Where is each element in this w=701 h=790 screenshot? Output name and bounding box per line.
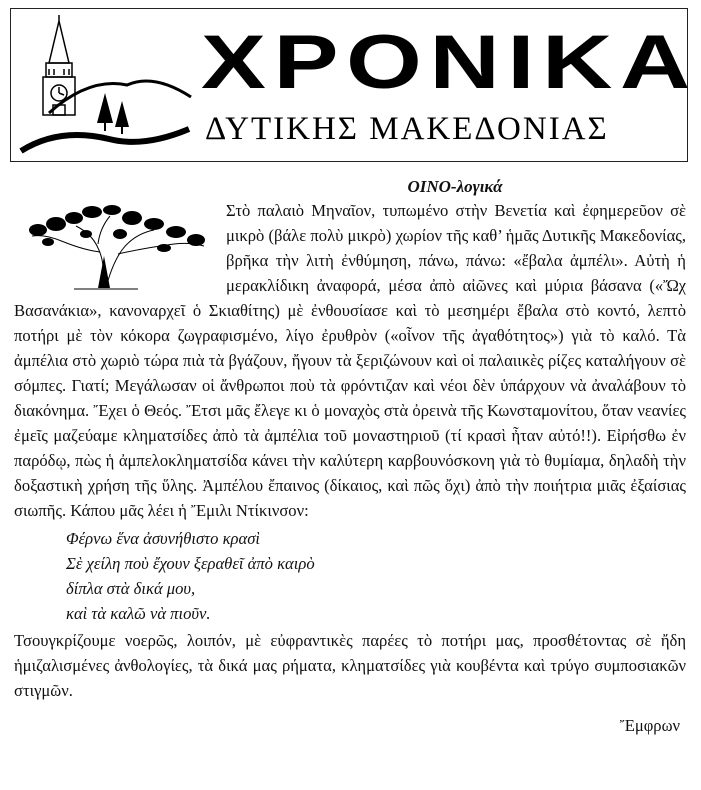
author-signature: Ἔμφρων (619, 716, 680, 735)
masthead (10, 8, 698, 162)
article-closing: Τσουγκρίζουμε νοερῶς, λοιπόν, μὲ εὐφραντικὲς παρέες τὸ ποτήρι μας, προσθέτοντας σὲ ἤδη ἡμιζαλισμένες ἀνθολογίες, τὰ δικά μας ρήματα, κληματσίδες γιὰ κουβέντα καὶ τρύγο συμποσιακῶν στιγμῶν. (14, 631, 686, 700)
poem-line: Σὲ χείλη ποὺ ἔχουν ξεραθεῖ ἀπὸ καιρὸ (66, 554, 315, 573)
poem-line: Φέρνω ἕνα ἀσυνήθιστο κρασὶ (66, 529, 260, 548)
poem-quote (66, 526, 686, 626)
article (14, 176, 686, 738)
poem-line: καὶ τὰ καλῶ νὰ πιοῦν. (66, 604, 211, 623)
grapevine-illustration (14, 204, 210, 290)
newspaper-subtitle: ΔΥΤΙΚΗΣ ΜΑΚΕΔΟΝΙΑΣ (205, 111, 609, 147)
newspaper-title: ΧΡΟΝΙΚΑ (201, 20, 698, 105)
article-heading: ΟΙΝΟ-λογικά (407, 177, 503, 196)
article-body: Στὸ παλαιὸ Μηναῖον, τυπωμένο στὴν Βενετία καὶ ἐφημερεῦον σὲ μικρὸ (βάλε πολὺ μικρὸ) χωρίον τῆς καθ’ ἡμᾶς Δυτικῆς Μακεδονίας, βρῆκα τὴν λιτὴ ἐνθύμηση, πάνω, πάνω: «ἔβαλα ἀμπέλι». Αὐτὴ ἡ μερακλίδικη ἀναφορά, μέσα ἀπὸ αἰῶνες καὶ μύρια βάσανα («Ὤχ Βασανάκια», κανοναρχεῖ ὁ Σκιαθίτης) μὲ ἐνθουσίασε καὶ τὸ μεσημέρι ἔβαλα στὸ κοντό, λεπτὸ ποτήρι μὲ τὸν κόκορα ζωγραφισμένο, λίγο ἐρυθρὸν («οἶνον τῆς ἀγαθότητος») γιὰ τὸ καλό. Τὰ ἀμπέλια στὸ χωριὸ τώρα πιὰ τὰ βγάζουν, ἤγουν τὰ ξεριζώνουν καὶ οἱ παλαιικὲς ρίζες καταλήγουν σὲ σόμπες. Γιατί; Μεγάλωσαν οἱ ἄνθρωποι ποὺ τὰ φρόντιζαν καὶ νέοι δὲν ὑπάρχουν νὰ ἀναλάβουν τὸ διακόνημα. Ἔχει ὁ Θεός. Ἔτσι μᾶς ἔλεγε κι ὁ μοναχὸς στὰ ὀρεινὰ τῆς Κωνσταμονίτου, ὅταν νεανίες ἐμεῖς μαζεύαμε κληματσίδες ἀπὸ τὰ ἀμπέλια τοῦ μοναστηριοῦ (τί κρασὶ ἦταν αὐτό!!). Εἰρήσθω ἐν παρόδῳ, πὼς ἡ ἀμπελοκληματσίδα κάνει τὴν καλύτερη καρβουνόσκονη γιὰ τὸ θυμίαμα, δηλαδὴ τὴν δοξαστικὴ χρήση τῆς ὕλης. Ἀμπέλου ἔπαινος (δίκαιος, καὶ πῶς ὄχι) ἀπὸ τὴν ποιήτρια μιᾶς ἐξαίσιας σιωπῆς. Κάπου μᾶς λέει ἡ Ἔμιλι Ντίκινσον: (14, 201, 686, 520)
clock-tower-landscape-logo (19, 15, 194, 157)
poem-line: δίπλα στὰ δικά μου, (66, 579, 196, 598)
